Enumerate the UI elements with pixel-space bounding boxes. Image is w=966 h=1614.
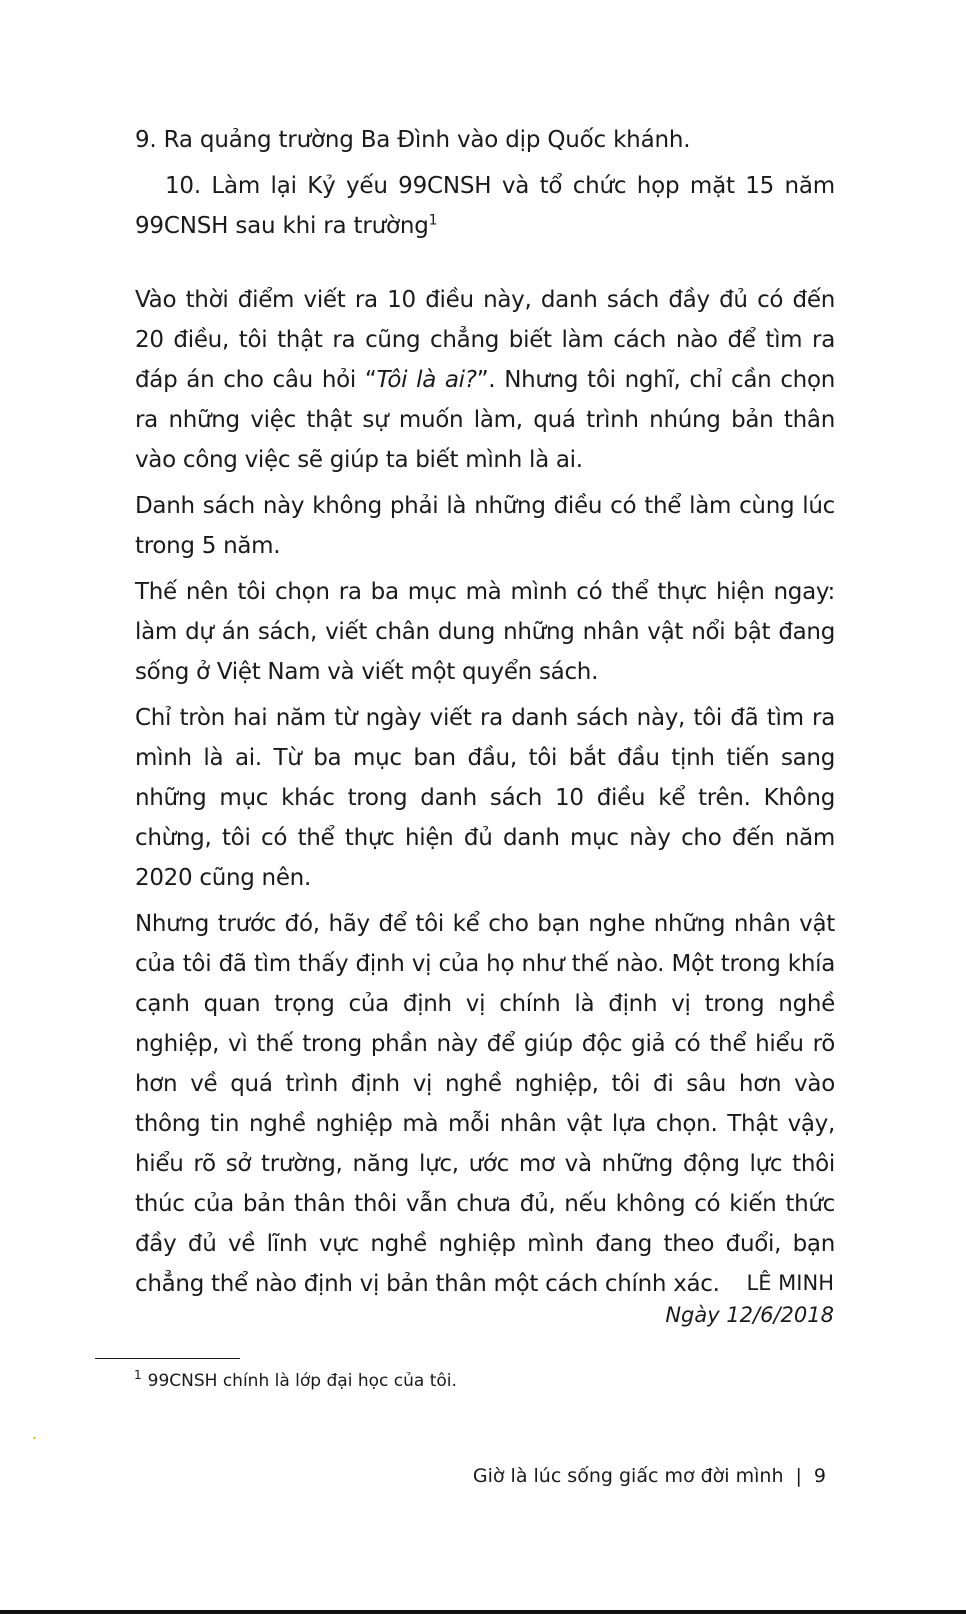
footer-book-title: Giờ là lúc sống giấc mơ đời mình <box>472 1465 784 1487</box>
footnote-text: 99CNSH chính là lớp đại học của tôi. <box>147 1371 457 1391</box>
paragraph-1-lead: Vào thời điểm viết ra 10 điều này, danh sách đầy đủ có đến 20 điều, tôi thật ra cũng chẳng biết làm cách nào để tìm ra đáp án cho câu hỏi “ <box>135 287 835 393</box>
footnote-marker: 1 <box>134 1368 142 1383</box>
scan-speck <box>33 1437 36 1439</box>
running-footer <box>473 1462 826 1490</box>
page-bottom-edge <box>0 1610 966 1614</box>
paragraph-2: Danh sách này không phải là những điều có thể làm cùng lúc trong 5 năm. <box>135 493 835 559</box>
footnote-reference: 1 <box>428 212 438 229</box>
list-item-10-text <box>135 166 835 246</box>
signature-date: Ngày 12/6/2018 <box>665 1303 834 1327</box>
list-item-9 <box>135 120 835 160</box>
paragraph-5: Nhưng trước đó, hãy để tôi kể cho bạn nghe những nhân vật của tôi đã tìm thấy định vị của họ như thế nào. Một trong khía cạnh quan trọng của định vị chính là định vị trong nghề nghiệp, vì thế trong phần này để giúp độc giả có thể hiểu rõ hơn về quá trình định vị nghề nghiệp, tôi đi sâu hơn vào thông tin nghề nghiệp mà mỗi nhân vật lựa chọn. Thật vậy, hiểu rõ sở trường, năng lực, ước mơ và những động lực thôi thúc của bản thân thôi vẫn chưa đủ, nếu không có kiến thức đầy đủ về lĩnh vực nghề nghiệp mình đang theo đuổi, bạn chẳng thể nào định vị bản thân một cách chính xác. <box>135 911 835 1297</box>
footer-separator: | <box>795 1465 802 1487</box>
paragraph-1-rest: ”. Nhưng tôi nghĩ, chỉ cần chọn ra những việc thật sự muốn làm, quá trình nhúng bản thân vào công việc sẽ giúp ta biết mình là ai. <box>135 367 835 473</box>
list-item-10 <box>135 166 835 246</box>
list-item-10-body: 10. Làm lại Kỷ yếu 99CNSH và tổ chức họp mặt 15 năm 99CNSH sau khi ra trường <box>135 173 835 239</box>
footnote-divider <box>95 1358 240 1359</box>
author-signature: LÊ MINH <box>746 1271 834 1295</box>
paragraph-1 <box>135 280 835 480</box>
paragraph-4: Chỉ tròn hai năm từ ngày viết ra danh sách này, tôi đã tìm ra mình là ai. Từ ba mục ban đầu, tôi bắt đầu tịnh tiến sang những mục khác trong danh sách 10 điều kể trên. Không chừng, tôi có thể thực hiện đủ danh mục này cho đến năm 2020 cũng nên. <box>135 705 835 891</box>
footnote <box>134 1368 457 1394</box>
body-text <box>135 280 835 1304</box>
paragraph-3: Thế nên tôi chọn ra ba mục mà mình có thể thực hiện ngay: làm dự án sách, viết chân dung những nhân vật nổi bật đang sống ở Việt Nam và viết một quyển sách. <box>135 579 835 685</box>
paragraph-1-question: Tôi là ai? <box>376 367 477 393</box>
list-item-9-text: 9. Ra quảng trường Ba Đình vào dịp Quốc khánh. <box>135 127 691 153</box>
page-number: 9 <box>813 1465 826 1487</box>
